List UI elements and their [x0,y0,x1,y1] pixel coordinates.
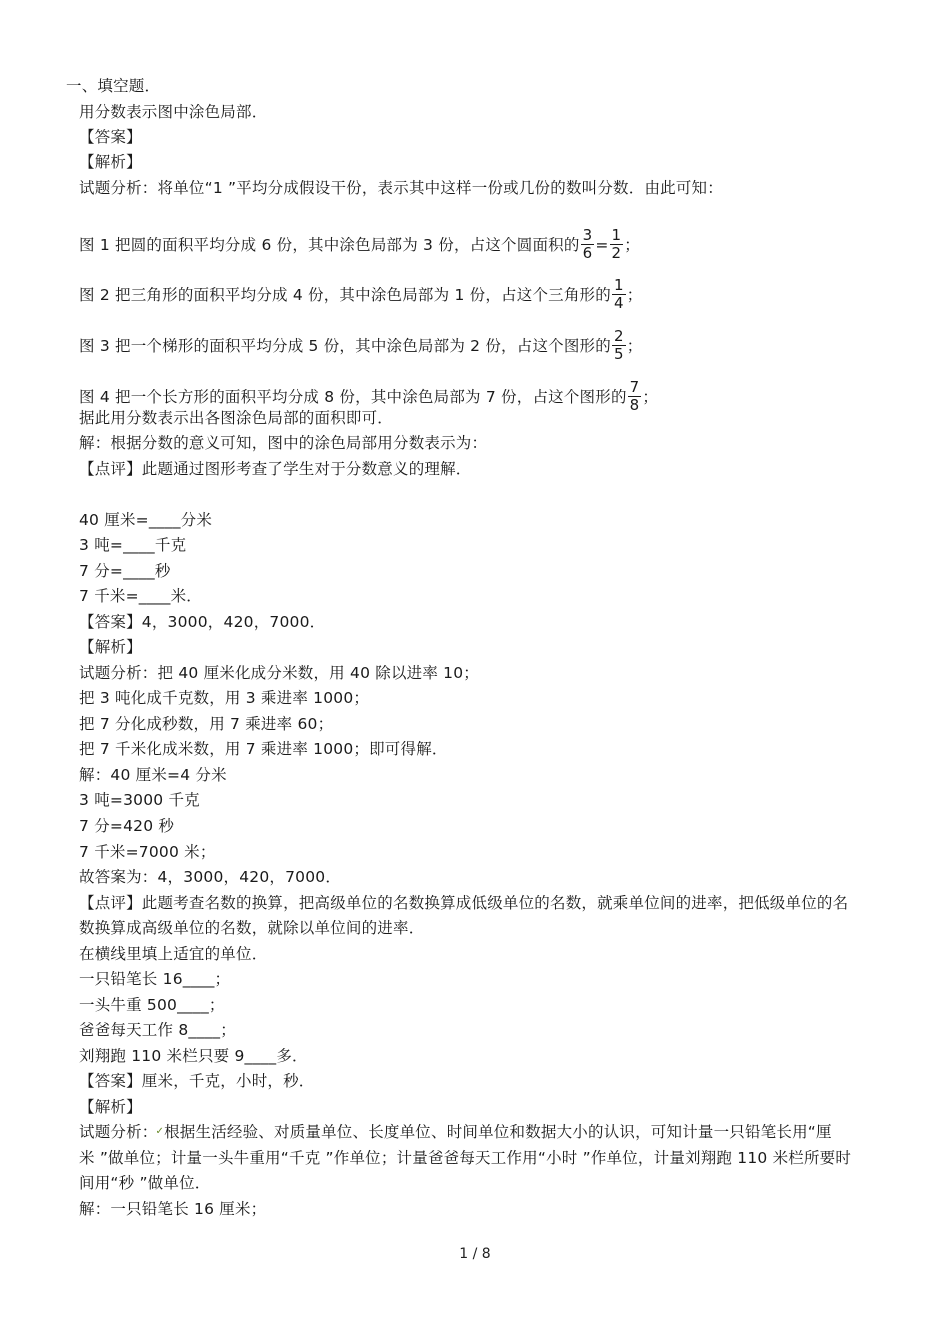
semicolon: ； [642,388,659,406]
fraction-numerator: 3 [582,226,593,244]
fraction-3-6 [581,227,595,262]
q3-line2: 一头牛重 500____； [79,996,225,1014]
q1-fig2-line [79,277,642,312]
q1-fig1-line [79,227,640,262]
fraction-numerator: 2 [613,327,624,345]
q2-solution-5: 故答案为：4，3000，420，7000． [79,868,342,886]
q2-line3: 7 分=____秒 [79,562,171,580]
q3-analysis-3: 间用“秒 ”做单位． [79,1174,211,1192]
q1-analysis: 试题分析：将单位“1 ”平均分成假设干份，表示其中这样一份或几份的数叫分数．由此可知： [79,179,723,197]
q2-analysis-2: 把 3 吨化成千克数，用 3 乘进率 1000； [79,689,370,707]
semicolon: ； [626,337,643,355]
q3-analysis-1 [79,1122,832,1142]
fraction-1-2 [610,227,624,262]
fraction-denominator: 8 [629,396,640,414]
fraction-numerator: 1 [611,226,622,244]
edit-mark-icon: ✓ [155,1126,165,1137]
q3-solution-1: 解：一只铅笔长 16 厘米； [79,1200,267,1218]
fraction-7-8 [628,379,642,414]
fraction-1-4 [612,277,626,312]
q1-fig3-line [79,328,642,363]
q1-answer-label: 【答案】 [79,128,142,146]
fig1-text: 图 1 把圆的面积平均分成 6 份，其中涂色局部为 3 份，占这个圆面积的 [79,236,580,254]
semicolon: ； [626,286,643,304]
fig3-text: 图 3 把一个梯形的面积平均分成 5 份，其中涂色局部为 2 份，占这个图形的 [79,337,611,355]
q1-comment: 【点评】此题通过图形考查了学生对于分数意义的理解． [79,460,472,478]
q2-solution-4: 7 千米=7000 米； [79,843,216,861]
q2-solution-2: 3 吨=3000 千克 [79,791,200,809]
fraction-denominator: 2 [611,244,622,262]
q2-answer: 【答案】4，3000，420，7000． [79,613,326,631]
q1-conclusion: 据此用分数表示出各图涂色局部的面积即可． [79,409,394,427]
fraction-numerator: 7 [629,378,640,396]
q2-comment-2: 数换算成高级单位的名数，就除以单位间的进率． [79,919,425,937]
q2-analysis-1: 试题分析：把 40 厘米化成分米数，用 40 除以进率 10； [79,664,480,682]
q3-analysis-label: 【解析】 [79,1098,142,1116]
fig2-text: 图 2 把三角形的面积平均分成 4 份，其中涂色局部为 1 份，占这个三角形的 [79,286,611,304]
equals-sign: = [595,236,609,254]
q3-answer: 【答案】厘米，千克，小时，秒． [79,1072,315,1090]
q2-line2: 3 吨=____千克 [79,536,187,554]
fraction-denominator: 4 [613,294,624,312]
q2-solution-1: 解：40 厘米=4 分米 [79,766,227,784]
q2-comment-1: 【点评】此题考查名数的换算，把高级单位的名数换算成低级单位的名数，就乘单位间的进率，把低级单位的名 [79,894,849,912]
q1-solution: 解：根据分数的意义可知，图中的涂色局部用分数表示为： [79,434,488,452]
q3-line1: 一只铅笔长 16____； [79,970,231,988]
q2-analysis-3: 把 7 分化成秒数，用 7 乘进率 60； [79,715,334,733]
q1-analysis-label: 【解析】 [79,153,142,171]
semicolon: ； [624,236,640,254]
q2-line1: 40 厘米=____分米 [79,511,213,529]
section-title: 一、填空题． [66,77,161,95]
analysis-prefix: 试题分析： [79,1123,158,1141]
fraction-denominator: 5 [613,345,624,363]
q2-line4: 7 千米=____米． [79,587,202,605]
fig4-text: 图 4 把一个长方形的面积平均分成 8 份，其中涂色局部为 7 份，占这个图形的 [79,388,627,406]
q3-prompt: 在横线里填上适宜的单位． [79,945,268,963]
q2-analysis-4: 把 7 千米化成米数，用 7 乘进率 1000；即可得解． [79,740,448,758]
page-number: 1 / 8 [459,1246,491,1262]
q2-solution-3: 7 分=420 秒 [79,817,175,835]
analysis-body: 根据生活经验、对质量单位、长度单位、时间单位和数据大小的认识，可知计量一只铅笔长用“厘 [164,1123,832,1141]
q3-line4: 刘翔跑 110 米栏只要 9____多． [79,1047,308,1065]
q2-analysis-label: 【解析】 [79,638,142,656]
q3-analysis-2: 米 ”做单位；计量一头牛重用“千克 ”作单位；计量爸爸每天工作用“小时 ”作单位，计量刘翔跑 110 米栏所要时 [79,1149,852,1167]
fraction-2-5 [612,328,626,363]
fraction-numerator: 1 [613,276,624,294]
fraction-denominator: 6 [582,244,593,262]
q3-line3: 爸爸每天工作 8____； [79,1021,236,1039]
q1-prompt: 用分数表示图中涂色局部． [79,103,268,121]
